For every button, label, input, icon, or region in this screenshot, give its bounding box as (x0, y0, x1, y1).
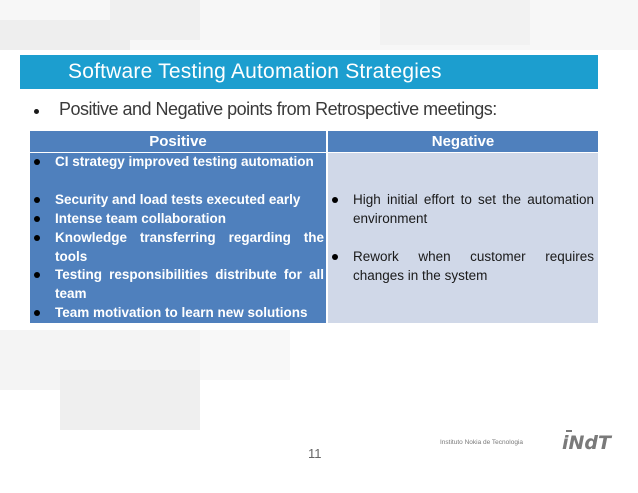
negative-header: Negative (328, 131, 598, 152)
bullet-icon (332, 254, 338, 260)
list-item (34, 304, 324, 323)
background-tile (200, 330, 290, 380)
background-tile (60, 370, 200, 430)
bullet-icon (332, 197, 338, 203)
bullet-icon (34, 310, 40, 316)
slide-title: Software Testing Automation Strategies (68, 60, 442, 83)
indt-logo (560, 427, 620, 455)
list-item-text: High initial effort to set the automation environment (353, 192, 594, 226)
list-item (34, 191, 324, 210)
bullet-icon (34, 197, 40, 203)
list-item (332, 191, 594, 229)
list-item-text: Security and load tests executed early (55, 192, 301, 207)
page-number: 11 (308, 446, 322, 461)
subheading-text: Positive and Negative points from Retrospective meetings: (59, 98, 497, 119)
bullet-icon (34, 109, 39, 114)
list-item-text: Team motivation to learn new solutions (55, 305, 308, 320)
footer-institute: Instituto Nokia de Tecnologia (440, 439, 523, 446)
background-tile (110, 0, 200, 40)
bullet-icon (34, 216, 40, 222)
list-item-text: Testing responsibilities distribute for all team (55, 267, 324, 301)
retrospective-table (30, 131, 598, 323)
list-item-text: Rework when customer requires changes in the system (353, 249, 594, 283)
subheading (34, 97, 497, 121)
background-tile (380, 0, 530, 45)
list-item (34, 229, 324, 267)
list-item-text: CI strategy improved testing automation (55, 154, 314, 169)
negative-cell (328, 153, 598, 323)
list-item-text: Intense team collaboration (55, 211, 227, 226)
bullet-icon (34, 159, 40, 165)
title-bar (20, 55, 598, 89)
bullet-icon (34, 235, 40, 241)
list-item (34, 210, 324, 229)
list-item-text: Knowledge transferring regarding the tools (55, 230, 324, 264)
list-item (34, 266, 324, 304)
logo-text: iNdT (562, 432, 611, 454)
positive-header: Positive (30, 131, 326, 152)
bullet-icon (34, 272, 40, 278)
logo-mark (566, 430, 572, 432)
list-item (34, 153, 324, 172)
positive-cell (30, 153, 326, 323)
list-item (332, 248, 594, 286)
